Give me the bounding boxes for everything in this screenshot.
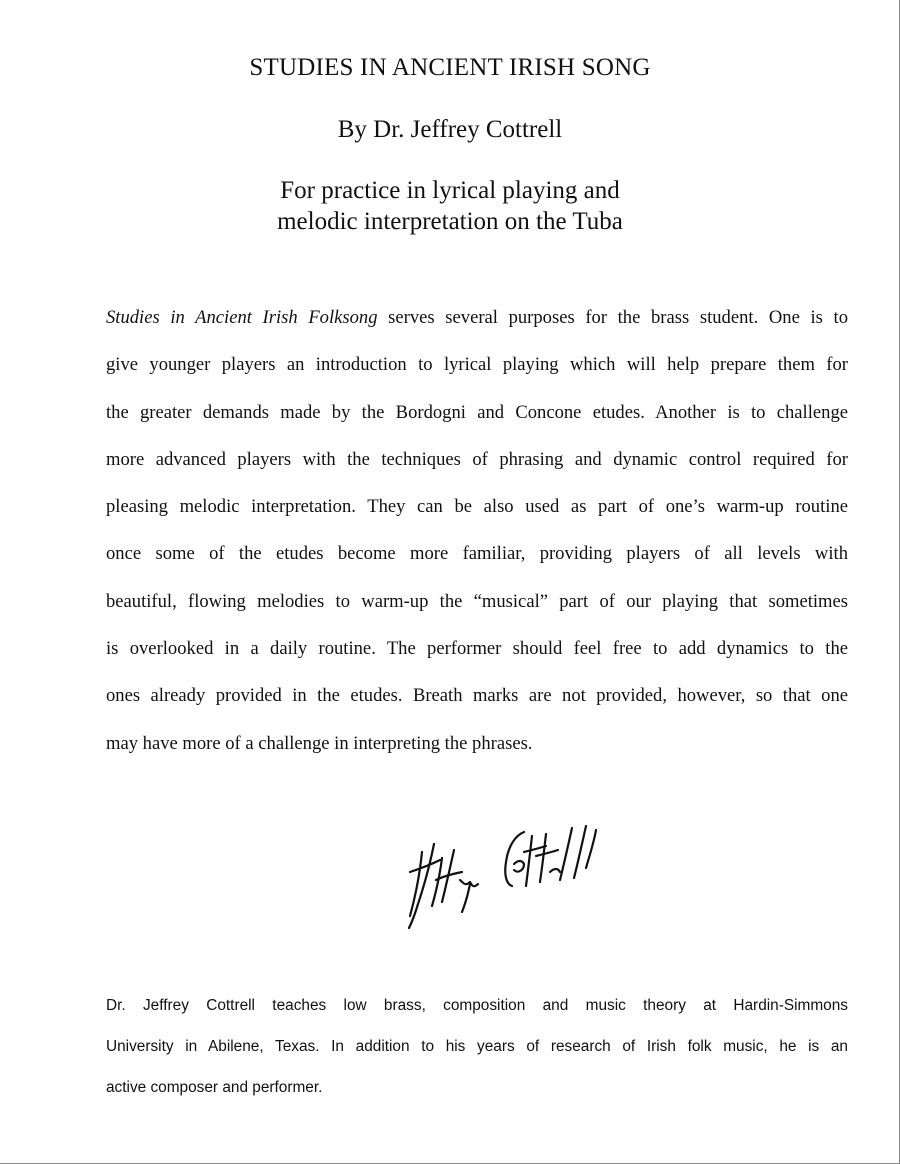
document-subtitle (0, 175, 900, 237)
intro-paragraph (106, 294, 848, 767)
intro-line: the greater demands made by the Bordogni and Concone etudes. Another is to challenge (106, 401, 848, 423)
intro-line: beautiful, flowing melodies to warm-up the “musical” part of our playing that sometimes (106, 590, 848, 612)
bio-line: University in Abilene, Texas. In addition to his years of research of Irish folk music, he is an (106, 1038, 848, 1055)
intro-line (106, 294, 848, 341)
author-bio (106, 985, 848, 1108)
intro-line: ones already provided in the etudes. Breath marks are not provided, however, so that one (106, 685, 848, 707)
subtitle-line: For practice in lyrical playing and (280, 177, 620, 204)
intro-line: may have more of a challenge in interpreting the phrases. (106, 732, 533, 754)
bio-line: Dr. Jeffrey Cottrell teaches low brass, composition and music theory at Hardin-Simmons (106, 997, 848, 1014)
author-byline: By Dr. Jeffrey Cottrell (337, 116, 563, 143)
intro-line: is overlooked in a daily routine. The performer should feel free to add dynamics to the (106, 638, 848, 660)
document-title: STUDIES IN ANCIENT IRISH SONG (249, 54, 651, 81)
intro-line: more advanced players with the techniques of phrasing and dynamic control required for (106, 448, 848, 470)
intro-italic-title: Studies in Ancient Irish Folksong (106, 307, 378, 328)
intro-line-text: serves several purposes for the brass student. One is to (377, 307, 848, 328)
intro-line: once some of the etudes become more familiar, providing players of all levels with (106, 543, 848, 565)
intro-line: give younger players an introduction to lyrical playing which will help prepare them for (106, 354, 848, 376)
handwritten-signature-icon (400, 824, 610, 934)
subtitle-line: melodic interpretation on the Tuba (277, 208, 623, 235)
intro-line: pleasing melodic interpretation. They can be also used as part of one’s warm-up routine (106, 496, 848, 518)
bio-line: active composer and performer. (106, 1079, 323, 1096)
